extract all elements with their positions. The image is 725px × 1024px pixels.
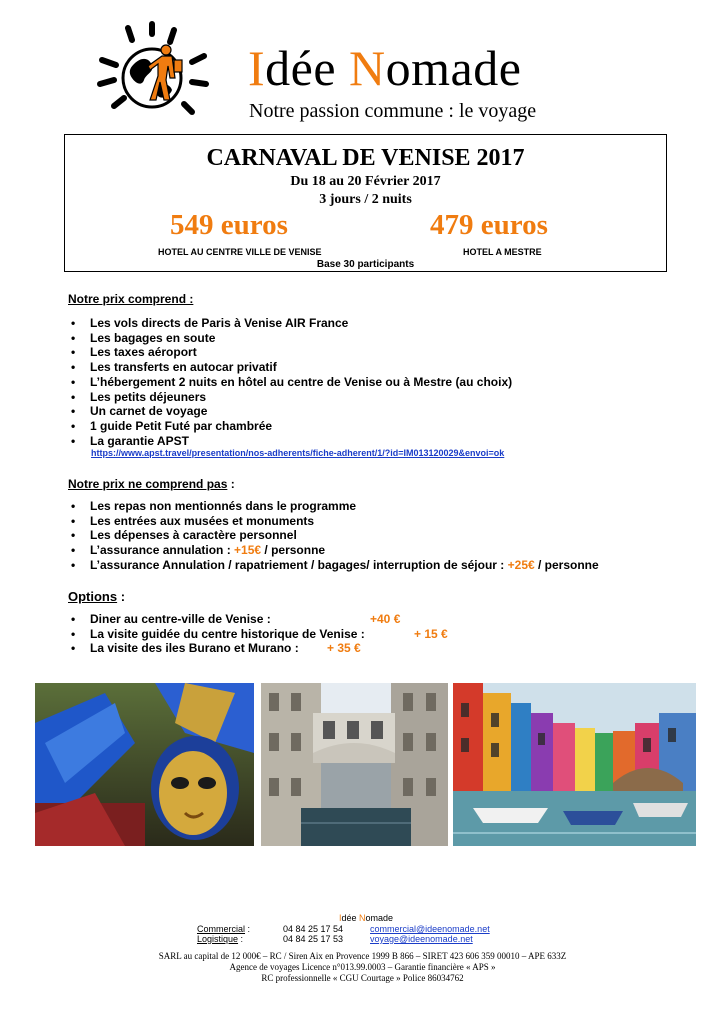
price-mestre: 479 euros xyxy=(430,209,548,241)
contact-phone: 04 84 25 17 54 xyxy=(283,924,344,934)
brand-letter-n: N xyxy=(349,40,386,96)
excluded-list xyxy=(68,499,599,573)
footer-word-idee: dée xyxy=(341,913,360,923)
legal-line-license: Agence de voyages Licence n°013.99.0003 – Garantie financière « APS » xyxy=(229,962,496,972)
brand-title xyxy=(248,38,521,98)
item-price: +25€ xyxy=(507,557,535,572)
item-text: La visite des iles Burano et Murano : xyxy=(90,641,299,655)
contact-email-link[interactable]: commercial@ideenomade.net xyxy=(370,924,490,934)
price-venice-center: 549 euros xyxy=(170,209,288,241)
carnival-mask-photo xyxy=(35,683,254,846)
options-heading-colon: : xyxy=(117,589,126,604)
item-text: L’assurance annulation : xyxy=(90,543,235,558)
list-item: • La garantie APST xyxy=(68,434,512,449)
included-list xyxy=(68,316,512,448)
item-price: +40 € xyxy=(370,612,401,626)
event-duration: 3 jours / 2 nuits xyxy=(319,192,412,207)
event-title: CARNAVAL DE VENISE 2017 xyxy=(206,145,525,171)
item-text: Diner au centre-ville de Venise : xyxy=(90,612,271,626)
contact-label-group xyxy=(197,924,250,934)
options-heading-text: Options xyxy=(68,589,118,604)
excluded-heading xyxy=(68,477,235,491)
options-list xyxy=(68,612,488,656)
list-item xyxy=(68,641,488,656)
list-item: • Les vols directs de Paris à Venise AIR France xyxy=(68,316,512,331)
list-item: • Les bagages en soute xyxy=(68,331,512,346)
contact-label-group xyxy=(197,934,243,944)
logo xyxy=(92,20,210,120)
item-suffix: / personne xyxy=(261,543,326,558)
included-heading: Notre prix comprend : xyxy=(68,292,194,306)
contact-label-colon: : xyxy=(238,934,244,944)
options-heading xyxy=(68,589,125,604)
contact-label: Logistique xyxy=(197,934,239,944)
list-item: • Un carnet de voyage xyxy=(68,404,512,419)
item-text: L’assurance Annulation / rapatriement / bagages/ interruption de séjour : xyxy=(90,557,508,572)
list-item: • Les taxes aéroport xyxy=(68,345,512,360)
brand-word-nomade: omade xyxy=(385,40,522,96)
item-price: +15€ xyxy=(234,543,262,558)
contact-row-logistique xyxy=(0,934,725,946)
contact-label-colon: : xyxy=(245,924,251,934)
footer-letter-n: N xyxy=(359,913,366,923)
burano-canal-photo xyxy=(453,683,696,846)
footer-brand xyxy=(339,913,393,923)
legal-line-company: SARL au capital de 12 000€ – RC / Siren Aix en Provence 1999 B 866 – SIRET 423 606 359 00010 – APE 633Z xyxy=(158,951,567,961)
tagline: Notre passion commune : le voyage xyxy=(249,100,537,122)
item-text: La visite guidée du centre historique de Venise : xyxy=(90,626,365,641)
participants-note: Base 30 participants xyxy=(316,259,415,270)
list-item xyxy=(68,543,599,558)
item-suffix: / personne xyxy=(534,557,599,572)
list-item: • 1 guide Petit Futé par chambrée xyxy=(68,419,512,434)
apst-link[interactable]: https://www.apst.travel/presentation/nos-adherents/fiche-adherent/1/?id=IM013120029&envoi=ok xyxy=(91,448,505,458)
brand-letter-i: I xyxy=(248,40,266,96)
list-item: • Les entrées aux musées et monuments xyxy=(68,514,599,529)
event-dates: Du 18 au 20 Février 2017 xyxy=(290,174,441,189)
excluded-heading-text: Notre prix ne comprend pas xyxy=(68,477,228,491)
list-item: • Les petits déjeuners xyxy=(68,390,512,405)
event-box xyxy=(64,134,667,272)
list-item xyxy=(68,612,488,627)
contact-label: Commercial xyxy=(197,924,246,934)
hotel-venice-center-label: HOTEL AU CENTRE VILLE DE VENISE xyxy=(158,247,322,257)
brand-word-idee: dée xyxy=(265,40,350,96)
globe-sun-traveler-icon xyxy=(92,20,210,120)
list-item: • Les transferts en autocar privatif xyxy=(68,360,512,375)
list-item xyxy=(68,627,488,642)
list-item xyxy=(68,558,599,573)
item-price: + 35 € xyxy=(327,641,361,655)
legal-line-insurance: RC professionnelle « CGU Courtage » Police 86034762 xyxy=(261,973,464,983)
list-item: • Les dépenses à caractère personnel xyxy=(68,528,599,543)
hotel-mestre-label: HOTEL A MESTRE xyxy=(463,247,542,257)
footer-word-nomade: omade xyxy=(365,913,394,923)
item-price: + 15 € xyxy=(414,626,448,641)
footer-letter-i: I xyxy=(339,913,342,923)
bridge-of-sighs-photo xyxy=(261,683,448,846)
contact-email-link[interactable]: voyage@ideenomade.net xyxy=(370,934,473,944)
contact-phone: 04 84 25 17 53 xyxy=(283,934,344,944)
excluded-heading-colon: : xyxy=(227,477,235,491)
list-item: • L’hébergement 2 nuits en hôtel au centre de Venise ou à Mestre (au choix) xyxy=(68,375,512,390)
list-item: • Les repas non mentionnés dans le programme xyxy=(68,499,599,514)
